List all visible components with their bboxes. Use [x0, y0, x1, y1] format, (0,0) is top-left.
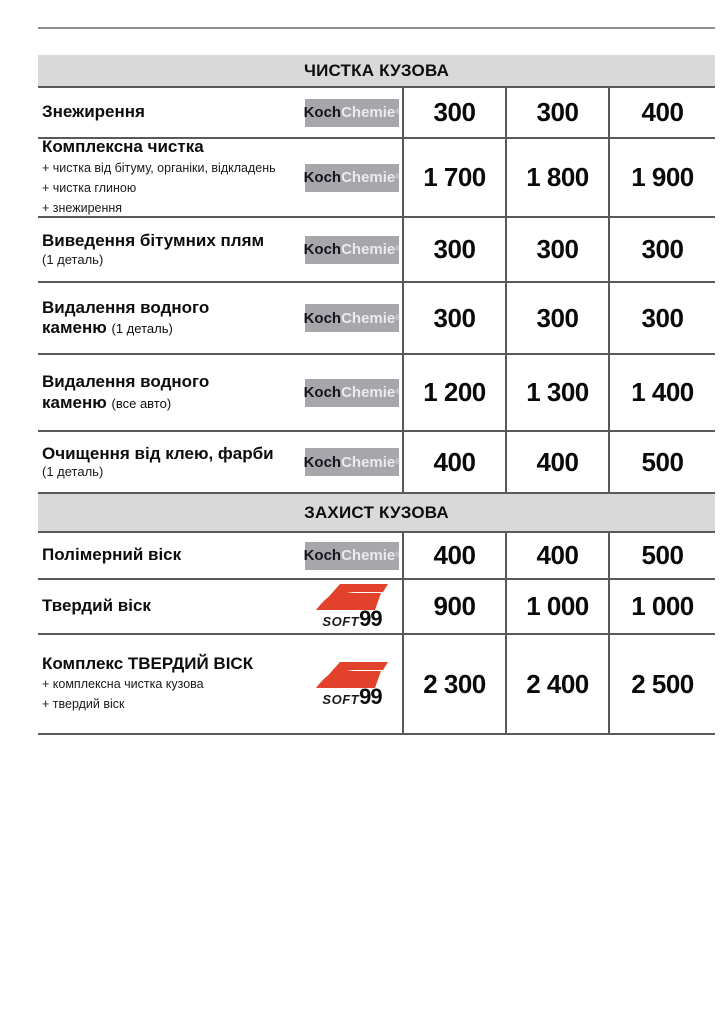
service-detail: + чистка глиною — [42, 180, 137, 195]
price-col2: 400 — [505, 533, 608, 578]
registered-mark: ® — [395, 246, 401, 253]
table-row — [38, 432, 715, 494]
price-col1: 300 — [402, 283, 505, 353]
registered-mark: ® — [395, 174, 401, 181]
section-title: ЗАХИСТ КУЗОВА — [304, 502, 449, 522]
table-row — [38, 355, 715, 432]
service-name: Твердий віск — [42, 596, 151, 616]
service-cell — [38, 432, 302, 492]
price-col1: 1 200 — [402, 355, 505, 430]
service-name: Очищення від клею, фарби — [42, 443, 274, 463]
table-row — [38, 88, 715, 139]
price-col2: 300 — [505, 218, 608, 281]
service-note: (все авто) — [111, 395, 172, 411]
price-col1: 300 — [402, 88, 505, 137]
service-cell — [38, 533, 302, 578]
brand-cell — [302, 88, 402, 137]
soft99-logo — [304, 583, 400, 630]
koch-chemie-logo: Koch Chemie ® — [305, 542, 399, 570]
service-detail: + чистка від бітуму, органіки, відкладень — [42, 160, 276, 175]
price-col3: 1 400 — [608, 355, 715, 430]
section-header-cleaning — [38, 55, 715, 88]
service-cell — [38, 635, 302, 733]
price-col2: 1 000 — [505, 580, 608, 633]
price-col3: 1 900 — [608, 139, 715, 216]
service-cell — [38, 139, 302, 216]
brand-cell — [302, 283, 402, 353]
price-col3: 1 000 — [608, 580, 715, 633]
price-col1: 900 — [402, 580, 505, 633]
koch-chemie-logo: Koch Chemie ® — [305, 448, 399, 476]
service-cell — [38, 355, 302, 430]
soft99-wordmark: SOFT99 — [322, 606, 382, 631]
koch-chemie-logo: Koch Chemie ® — [305, 164, 399, 192]
service-detail: + знежирення — [42, 200, 123, 215]
price-col3: 400 — [608, 88, 715, 137]
registered-mark: ® — [395, 389, 401, 396]
koch-chemie-logo: Koch Chemie ® — [305, 99, 399, 127]
service-note: (1 деталь) — [42, 464, 104, 480]
registered-mark: ® — [395, 109, 401, 116]
service-name-line2: каменю (1 деталь) — [42, 318, 173, 337]
service-name-line2: каменю (все авто) — [42, 392, 172, 412]
brand-cell — [302, 432, 402, 492]
service-name: Видалення водного — [42, 297, 210, 317]
table-row — [38, 533, 715, 580]
service-name: Знежирення — [42, 102, 145, 122]
service-cell — [38, 283, 302, 353]
service-name: Виведення бітумних плям — [42, 231, 265, 251]
soft99-logo — [304, 661, 400, 708]
registered-mark: ® — [395, 458, 401, 466]
price-col3: 300 — [608, 218, 715, 281]
service-name: Видалення водного — [42, 372, 210, 392]
service-name: Комплекс ТВЕРДИЙ ВІСК — [42, 653, 254, 673]
price-table — [38, 55, 715, 735]
price-col2: 300 — [505, 283, 608, 353]
price-col3: 500 — [608, 533, 715, 578]
table-row — [38, 635, 715, 735]
price-col3: 300 — [608, 283, 715, 353]
price-col1: 2 300 — [402, 635, 505, 733]
service-cell — [38, 580, 302, 633]
price-col2: 1 300 — [505, 355, 608, 430]
brand-cell — [302, 355, 402, 430]
service-detail: + твердий віск — [42, 697, 125, 712]
price-col3: 500 — [608, 432, 715, 492]
price-col2: 2 400 — [505, 635, 608, 733]
table-row — [38, 580, 715, 635]
service-cell — [38, 88, 302, 137]
price-col1: 300 — [402, 218, 505, 281]
brand-cell — [302, 139, 402, 216]
price-col1: 400 — [402, 533, 505, 578]
section-title: ЧИСТКА КУЗОВА — [303, 60, 450, 80]
table-row — [38, 139, 715, 218]
koch-chemie-logo: Koch Chemie ® — [305, 236, 399, 264]
price-col3: 2 500 — [608, 635, 715, 733]
service-name: Полімерний віск — [42, 545, 182, 565]
service-cell — [38, 218, 302, 281]
service-name: Комплексна чистка — [42, 137, 204, 157]
price-col2: 400 — [505, 432, 608, 492]
service-detail: + комплексна чистка кузова — [42, 677, 204, 692]
brand-cell — [302, 533, 402, 578]
brand-cell — [302, 580, 402, 633]
brand-cell — [302, 635, 402, 733]
service-note: (1 деталь) — [42, 251, 104, 267]
registered-mark: ® — [395, 552, 401, 559]
price-col1: 400 — [402, 432, 505, 492]
registered-mark: ® — [395, 314, 401, 322]
price-col2: 1 800 — [505, 139, 608, 216]
soft99-wordmark: SOFT99 — [322, 683, 382, 709]
koch-chemie-logo: Koch Chemie ® — [305, 304, 399, 332]
price-col1: 1 700 — [402, 139, 505, 216]
table-row — [38, 283, 715, 355]
brand-cell — [302, 218, 402, 281]
section-header-protection — [38, 494, 715, 533]
koch-chemie-logo: Koch Chemie ® — [305, 379, 399, 407]
price-col2: 300 — [505, 88, 608, 137]
service-note: (1 деталь) — [111, 321, 173, 336]
table-row — [38, 218, 715, 283]
top-divider — [38, 27, 715, 29]
